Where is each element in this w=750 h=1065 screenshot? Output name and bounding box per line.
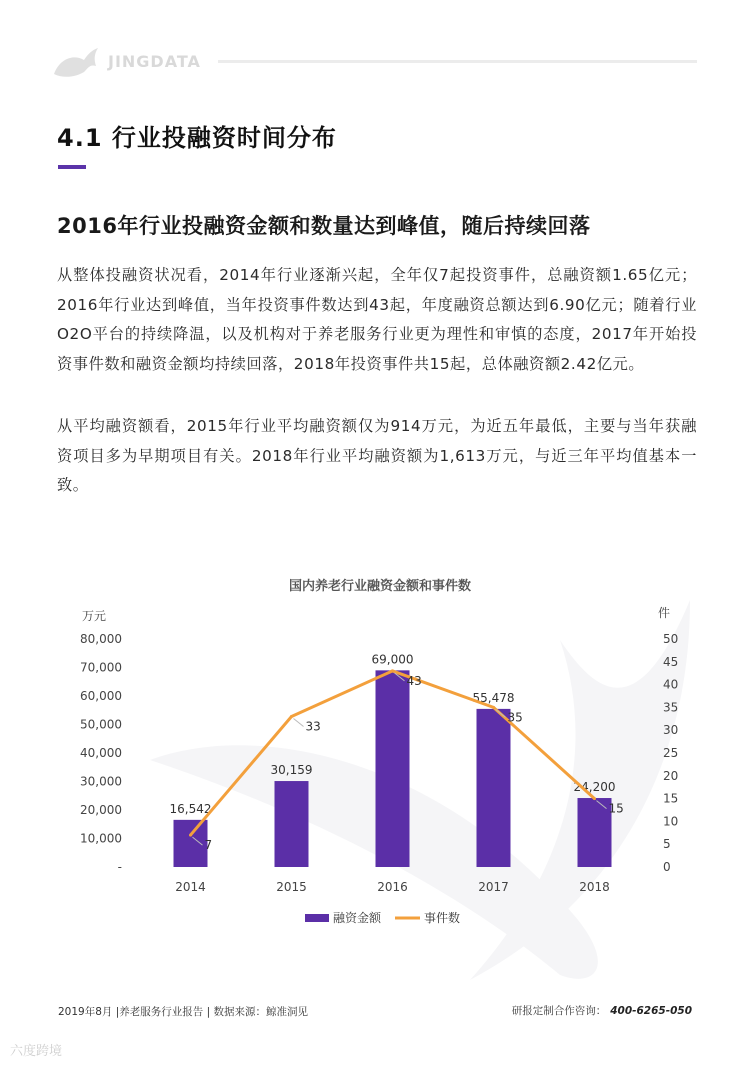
y-right-tick-label: 10 (663, 814, 679, 829)
y-right-tick-label: 20 (663, 768, 679, 783)
x-tick-label: 2018 (579, 880, 610, 894)
y-right-tick-label: 50 (663, 632, 679, 646)
events-value-label: 7 (204, 838, 213, 853)
bar-2017 (477, 709, 511, 867)
y-left-tick-label: 10,000 (80, 831, 122, 846)
y-left-tick-label: 40,000 (80, 746, 122, 760)
bar-value-label: 24,200 (573, 780, 616, 795)
events-point (391, 669, 394, 672)
y-left-tick-label: - (117, 860, 122, 874)
legend-swatch-funding (305, 914, 329, 922)
logo-text: JINGDATA (108, 52, 201, 71)
bar-2014 (174, 820, 208, 867)
events-value-label: 33 (305, 719, 321, 734)
events-value-label: 15 (608, 801, 624, 816)
y-right-tick-label: 45 (663, 654, 679, 669)
x-tick-label: 2015 (276, 880, 307, 894)
y-right-unit: 件 (657, 606, 671, 620)
whale-logo-icon (52, 44, 100, 78)
bar-value-label: 16,542 (169, 801, 212, 816)
footer-contact-label: 研报定制合作咨询： (511, 1005, 607, 1017)
events-value-label: 35 (507, 710, 523, 725)
events-point (189, 834, 192, 837)
events-point (290, 715, 293, 718)
footer-contact (512, 1003, 692, 1018)
y-right-tick-label: 35 (663, 700, 679, 715)
y-left-tick-label: 60,000 (80, 689, 122, 703)
y-left-tick-label: 50,000 (80, 717, 122, 732)
events-point (593, 797, 596, 800)
bar-value-label: 55,478 (472, 690, 515, 705)
legend-label-funding: 融资金额 (333, 911, 382, 925)
y-left-unit: 万元 (81, 609, 107, 623)
watermark: 六度跨境 (10, 1044, 63, 1059)
bar-2016 (376, 670, 410, 867)
funding-chart (60, 565, 700, 945)
y-right-tick-label: 40 (663, 677, 679, 692)
footer-phone: 400-6265-050 (610, 1005, 692, 1017)
paragraph-1: 从整体投融资状况看，2014年行业逐渐兴起，全年仅7起投资事件，总融资额1.65亿元；2016年行业达到峰值，当年投资事件数达到43起，年度融资总额达到6.90亿元；随着行业O2O平台的持续降温，以及机构对于养老服务行业更为理性和审慎的态度，2017年开始投资事件数和融资金额均持续回落，2018年投资事件共15起，总体融资额2.42亿元。 (57, 266, 697, 373)
title-accent-bar (58, 165, 86, 169)
subtitle: 2016年行业投融资金额和数量达到峰值，随后持续回落 (57, 214, 591, 238)
y-right-tick-label: 25 (663, 746, 679, 760)
chart-canvas (60, 565, 700, 945)
legend-label-events: 事件数 (424, 911, 461, 925)
y-left-tick-label: 80,000 (80, 632, 122, 646)
x-tick-label: 2016 (377, 880, 408, 894)
y-right-tick-label: 30 (663, 723, 679, 738)
events-label-leader (294, 719, 304, 727)
x-tick-label: 2014 (175, 880, 206, 894)
y-right-tick-label: 5 (663, 837, 671, 852)
x-tick-label: 2017 (478, 880, 509, 894)
y-left-tick-label: 70,000 (80, 660, 122, 675)
bar-2015 (275, 781, 309, 867)
footer-source: 2019年8月 |养老服务行业报告 | 数据来源：鲸准洞见 (58, 1006, 308, 1018)
y-left-tick-label: 20,000 (80, 803, 122, 817)
bar-value-label: 30,159 (270, 763, 313, 778)
paragraph-2: 从平均融资额看，2015年行业平均融资额仅为914万元，为近五年最低，主要与当年获融资项目多为早期项目有关。2018年行业平均融资额为1,613万元，与近三年平均值基本一致。 (57, 417, 697, 494)
events-point (492, 706, 495, 709)
events-value-label: 43 (406, 673, 422, 688)
y-right-tick-label: 0 (663, 860, 671, 874)
header-divider (218, 60, 697, 63)
bar-value-label: 69,000 (371, 652, 414, 667)
page-header (52, 42, 697, 82)
chart-title: 国内养老行业融资金额和事件数 (288, 579, 472, 594)
section-title: 4.1 行业投融资时间分布 (57, 124, 337, 152)
y-right-tick-label: 15 (663, 791, 679, 806)
y-left-tick-label: 30,000 (80, 774, 122, 789)
